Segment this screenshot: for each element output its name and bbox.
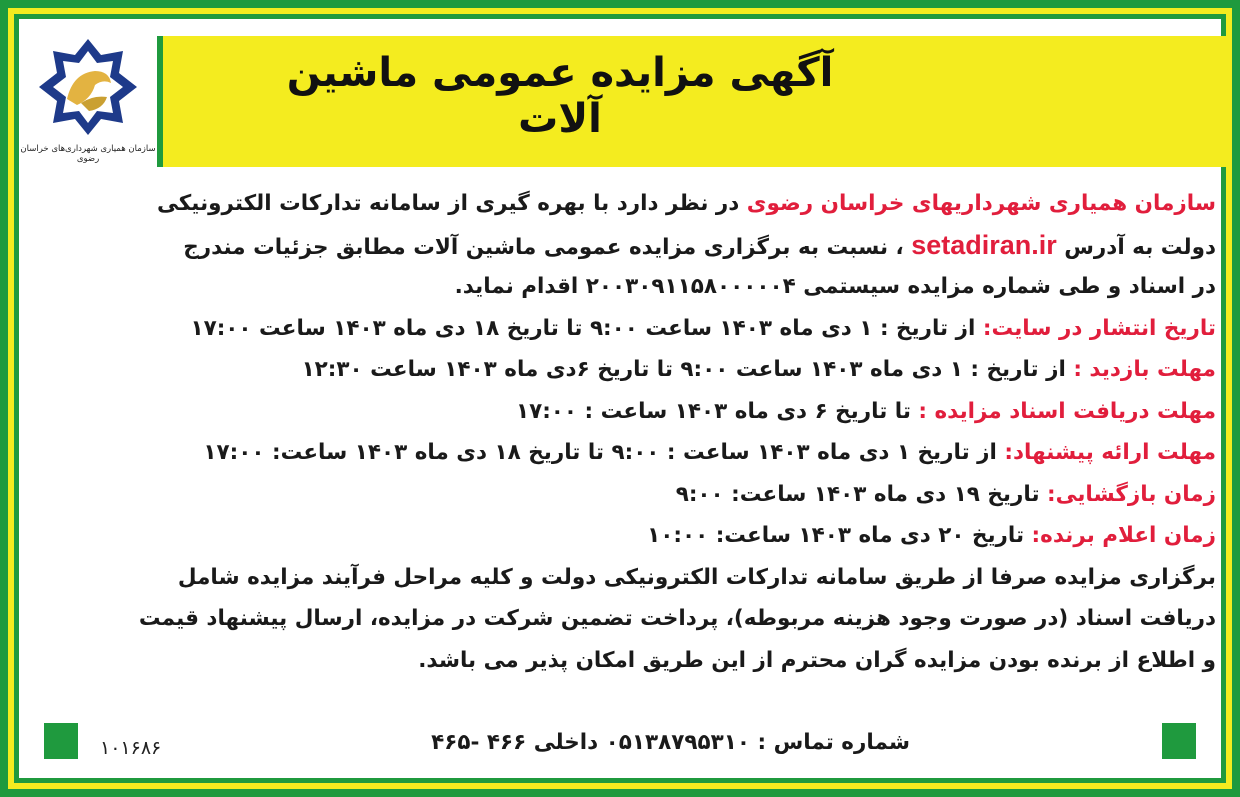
intro-line-2 [30,225,1216,267]
intro-line-1 [30,183,1216,225]
schedule-label: مهلت بازدید : [1073,357,1216,382]
logo-caption: سازمان همیاری شهرداری‌های خراسان رضوی [20,144,156,164]
announcement-body [30,183,1216,681]
ad-code: ۱۰۱۶۸۶ [100,737,162,759]
schedule-label: زمان اعلام برنده: [1031,523,1216,548]
intro-line-3: در اسناد و طی شماره مزایده سیستمی ۲۰۰۳۰۹۱۱۵۸۰۰۰۰۰۴ اقدام نماید. [454,274,1216,299]
closing-line-3: و اطلاع از برنده بودن مزایده گران محترم از این طریق امکان پذیر می باشد. [418,647,1216,673]
schedule-documents [30,391,1216,433]
contact-phone: شماره تماس : ۰۵۱۳۸۷۹۵۳۱۰ داخلی ۴۶۶ -۴۶۵ [431,730,910,755]
schedule-value: تاریخ ۲۰ دی ماه ۱۴۰۳ ساعت: ۱۰:۰۰ [647,523,1032,548]
schedule-label: زمان بازگشایی: [1047,481,1216,507]
schedule-label: تاریخ انتشار در سایت: [982,315,1216,341]
schedule-value: از تاریخ ۱ دی ماه ۱۴۰۳ ساعت : ۹:۰۰ تا تاریخ ۱۸ دی ماه ۱۴۰۳ ساعت: ۱۷:۰۰ [203,440,1005,465]
title-band-divider [157,36,163,167]
organization-name: سازمان همیاری شهرداریهای خراسان رضوی [746,191,1216,216]
corner-square-left [44,723,78,759]
intro-line-1-text: در نظر دارد با بهره گیری از سامانه تدارکات الکترونیکی [157,191,747,216]
logo [19,19,157,167]
intro-line-2-text: ، نسبت به برگزاری مزایده عمومی ماشین آلات مطابق جزئیات مندرج [183,234,912,260]
schedule-value: از تاریخ : ۱ دی ماه ۱۴۰۳ ساعت ۹:۰۰ تا تاریخ ۱۸ دی ماه ۱۴۰۳ ساعت ۱۷:۰۰ [190,315,983,341]
schedule-opening [30,474,1216,516]
schedule-value: از تاریخ : ۱ دی ماه ۱۴۰۳ ساعت ۹:۰۰ تا تاریخ ۶دی ماه ۱۴۰۳ ساعت ۱۲:۳۰ [301,357,1074,382]
closing-line-1: برگزاری مزایده صرفا از طریق سامانه تدارکات الکترونیکی دولت و کلیه مراحل فرآیند مزایده شامل [177,564,1216,590]
schedule-bids [30,432,1216,474]
schedule-winner [30,515,1216,557]
closing-line-2: دریافت اسناد (در صورت وجود هزینه مربوطه)، پرداخت تضمین شرکت در مزایده، ارسال پیشنهاد قیمت [138,606,1216,631]
schedule-value: تا تاریخ ۶ دی ماه ۱۴۰۳ ساعت : ۱۷:۰۰ [515,398,919,424]
page-title: آگهی مزایده عمومی ماشین آلات [286,50,834,142]
website-address: setadiran.ir [911,229,1057,260]
schedule-visit [30,349,1216,391]
corner-square-right [1162,723,1196,759]
schedule-publish [30,308,1216,350]
organization-logo-icon [33,37,143,137]
schedule-label: مهلت دریافت اسناد مزایده : [918,398,1216,424]
intro-line-2-start: دولت به آدرس [1056,234,1216,260]
schedule-value: تاریخ ۱۹ دی ماه ۱۴۰۳ ساعت: ۹:۰۰ [675,481,1047,507]
schedule-label: مهلت ارائه پیشنهاد: [1004,440,1216,465]
